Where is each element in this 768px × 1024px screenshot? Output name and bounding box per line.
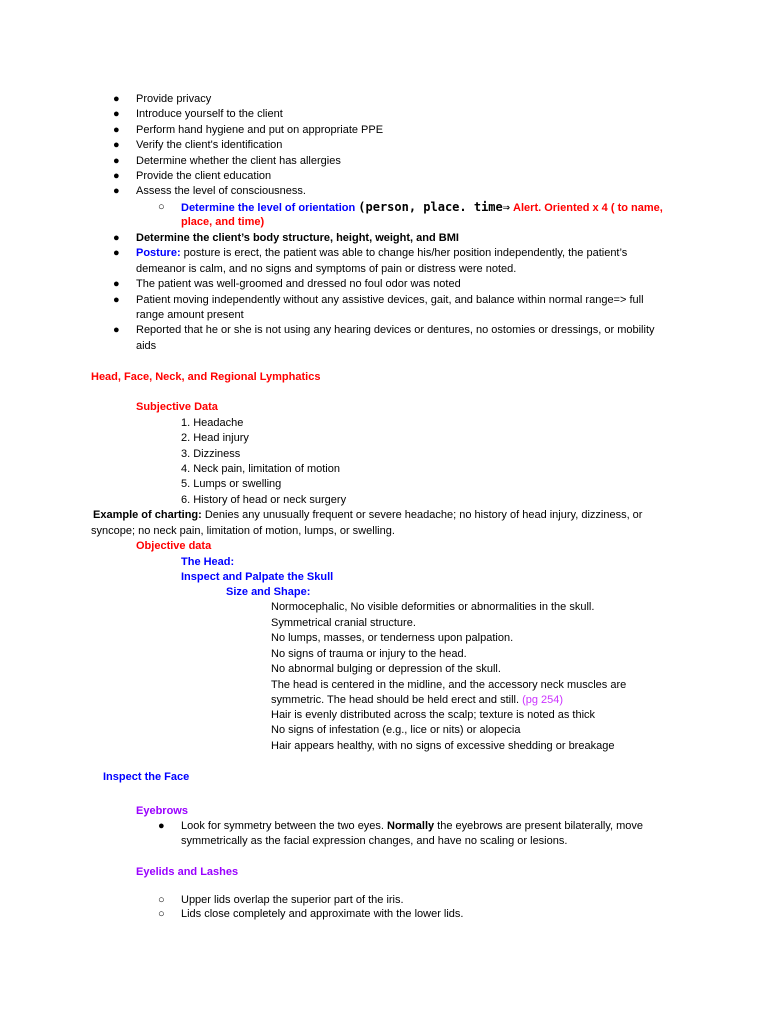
size-shape-heading: Size and Shape: (226, 586, 311, 598)
skull-item: Symmetrical cranial structure. (271, 617, 416, 629)
skull-item: The head is centered in the midline, and the accessory neck muscles are (271, 679, 627, 691)
skull-item: No lumps, masses, or tenderness upon palpation. (271, 632, 514, 644)
face-section-title: Inspect the Face (103, 771, 190, 783)
subjective-item: 2. Head injury (181, 432, 249, 444)
orientation-mid: (person, place. time⇒ (358, 200, 510, 214)
symmetric-line (271, 693, 563, 708)
eyebrows-post: the eyebrows are present bilaterally, move (434, 820, 644, 832)
the-head-heading: The Head: (181, 556, 235, 568)
reported-text: Reported that he or she is not using any hearing devices or dentures, no ostomies or dressings, or mobility (136, 324, 655, 336)
assess-item: Perform hand hygiene and put on appropriate PPE (136, 124, 384, 136)
assess-item: Introduce yourself to the client (136, 108, 283, 120)
subjective-item: 6. History of head or neck surgery (181, 494, 347, 506)
hollow-bullet-icon: ○ (158, 908, 165, 920)
charting-line (93, 508, 642, 523)
reported-text-cont: aids (136, 340, 157, 352)
objective-title: Objective data (136, 540, 212, 552)
orientation-alert: Alert. Oriented x 4 ( to name, (513, 202, 663, 214)
assess-item: Verify the client's identification (136, 139, 283, 151)
eyebrows-title: Eyebrows (136, 805, 188, 817)
assess-item: Determine whether the client has allergies (136, 155, 341, 167)
eyebrows-text-cont: symmetrically as the facial expression changes, and have no scaling or lesions. (181, 835, 568, 847)
bullet-icon: ● (113, 185, 120, 197)
moving-text-cont: range amount present (136, 309, 244, 321)
subjective-item: 5. Lumps or swelling (181, 478, 282, 490)
assess-item: Provide privacy (136, 93, 212, 105)
bullet-icon: ● (158, 820, 165, 832)
bullet-icon: ● (113, 124, 120, 136)
eyelid-item: Lids close completely and approximate with the lower lids. (181, 908, 464, 920)
subjective-item: 1. Headache (181, 417, 244, 429)
posture-line (136, 246, 627, 261)
eyelid-item: Upper lids overlap the superior part of the iris. (181, 894, 404, 906)
hair-item: Hair is evenly distributed across the scalp; texture is noted as thick (271, 709, 596, 721)
hollow-bullet-icon: ○ (158, 201, 165, 213)
hollow-bullet-icon: ○ (158, 894, 165, 906)
head-section-title: Head, Face, Neck, and Regional Lymphatics (91, 371, 321, 383)
bullet-icon: ● (113, 294, 120, 306)
bullet-icon: ● (113, 232, 120, 244)
eyebrows-text (181, 819, 643, 834)
eyebrows-pre: Look for symmetry between the two eyes. (181, 820, 388, 832)
posture-text-cont: demeanor is calm, and no signs and symptoms of pain or distress were noted. (136, 263, 517, 275)
assess-item: Provide the client education (136, 170, 272, 182)
page-ref: (pg 254) (522, 694, 564, 706)
orientation-alert-cont: place, and time) (181, 216, 265, 228)
charting-text-cont: syncope; no neck pain, limitation of motion, lumps, or swelling. (91, 525, 395, 537)
subjective-title: Subjective Data (136, 401, 218, 413)
skull-item: No signs of trauma or injury to the head. (271, 648, 467, 660)
symmetric-text: symmetric. The head should be held erect and still. (271, 694, 523, 706)
body-structure: Determine the client’s body structure, height, weight, and BMI (136, 232, 459, 244)
posture-text: posture is erect, the patient was able to change his/her position independently, the patient’s (180, 247, 628, 259)
eyebrows-bold: Normally (387, 820, 435, 832)
charting-text: Denies any unusually frequent or severe headache; no history of head injury, dizziness, or (201, 509, 643, 521)
subjective-item: 3. Dizziness (181, 448, 241, 460)
orientation-label: Determine the level of orientation (181, 202, 356, 214)
skull-item: Normocephalic, No visible deformities or abnormalities in the skull. (271, 601, 595, 613)
bullet-icon: ● (113, 93, 120, 105)
bullet-icon: ● (113, 247, 120, 259)
orientation-line (181, 200, 663, 216)
posture-label: Posture: (136, 247, 181, 259)
bullet-icon: ● (113, 278, 120, 290)
moving-text: Patient moving independently without any assistive devices, gait, and balance within normal range=> full (136, 294, 644, 306)
hair-item: Hair appears healthy, with no signs of excessive shedding or breakage (271, 740, 615, 752)
groomed-text: The patient was well-groomed and dressed no foul odor was noted (136, 278, 461, 290)
bullet-icon: ● (113, 170, 120, 182)
subjective-item: 4. Neck pain, limitation of motion (181, 463, 340, 475)
inspect-skull-heading: Inspect and Palpate the Skull (181, 571, 334, 583)
assess-item: Assess the level of consciousness. (136, 185, 306, 197)
bullet-icon: ● (113, 139, 120, 151)
skull-item: No abnormal bulging or depression of the skull. (271, 663, 501, 675)
charting-label: Example of charting: (93, 509, 202, 521)
bullet-icon: ● (113, 324, 120, 336)
bullet-icon: ● (113, 155, 120, 167)
hair-item: No signs of infestation (e.g., lice or nits) or alopecia (271, 724, 521, 736)
eyelids-title: Eyelids and Lashes (136, 866, 239, 878)
bullet-icon: ● (113, 108, 120, 120)
